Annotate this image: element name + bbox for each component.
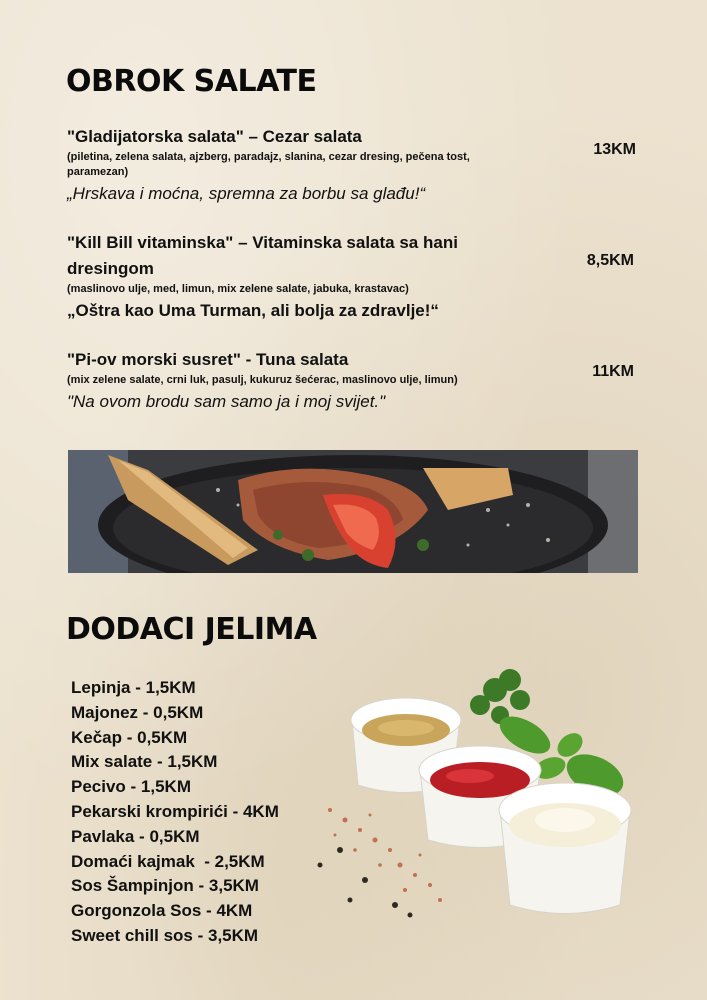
caesar-salad-photo: [68, 450, 638, 573]
salads-heading: OBROK SALATE: [66, 64, 317, 99]
item-title: "Gladijatorska salata" – Cezar salata: [67, 127, 362, 146]
item-ingredients: (piletina, zelena salata, ajzberg, paradajz, slanina, cezar dresing, pečena tost, paramezan): [67, 151, 470, 178]
addons-heading: DODACI JELIMA: [66, 612, 317, 647]
item-ingredients: (maslinovo ulje, med, limun, mix zelene salate, jabuka, krastavac): [67, 283, 409, 295]
menu-item-tuna: [67, 347, 517, 414]
list-item: Domaći kajmak - 2,5KM: [71, 851, 265, 871]
item-price: 13KM: [593, 141, 636, 158]
item-tagline: „Oštra kao Uma Turman, ali bolja za zdravlje!“: [67, 301, 439, 320]
list-item: Majonez - 0,5KM: [71, 702, 204, 722]
list-item: Sweet chill sos - 3,5KM: [71, 925, 259, 945]
item-price: 8,5KM: [586, 252, 634, 269]
item-tagline: „Hrskava i moćna, spremna za borbu sa glađu!“: [67, 184, 426, 203]
item-title: "Kill Bill vitaminska" – Vitaminska salata sa hani dresingom: [67, 233, 458, 278]
list-item: Kečap - 0,5KM: [71, 727, 188, 747]
list-item: Sos Šampinjon - 3,5KM: [71, 876, 259, 896]
list-item: Gorgonzola Sos - 4KM: [71, 901, 253, 921]
list-item: Lepinja - 1,5KM: [71, 678, 196, 697]
menu-item-vitamin: [67, 230, 517, 323]
menu-item-caesar: [67, 124, 517, 206]
item-tagline: "Na ovom brodu sam samo ja i moj svijet.": [67, 392, 386, 411]
list-item: Pavlaka - 0,5KM: [71, 826, 200, 846]
addons-list: [71, 676, 279, 949]
item-price: 11KM: [592, 363, 634, 380]
item-title: "Pi-ov morski susret" - Tuna salata: [67, 350, 349, 369]
sauce-bowls-photo: [300, 650, 640, 940]
list-item: Pecivo - 1,5KM: [71, 777, 191, 797]
list-item: Mix salate - 1,5KM: [71, 752, 218, 772]
list-item: Pekarski krompirići - 4KM: [71, 801, 279, 821]
item-ingredients: (mix zelene salate, crni luk, pasulj, kukuruz šećerac, maslinovo ulje, limun): [67, 374, 458, 386]
